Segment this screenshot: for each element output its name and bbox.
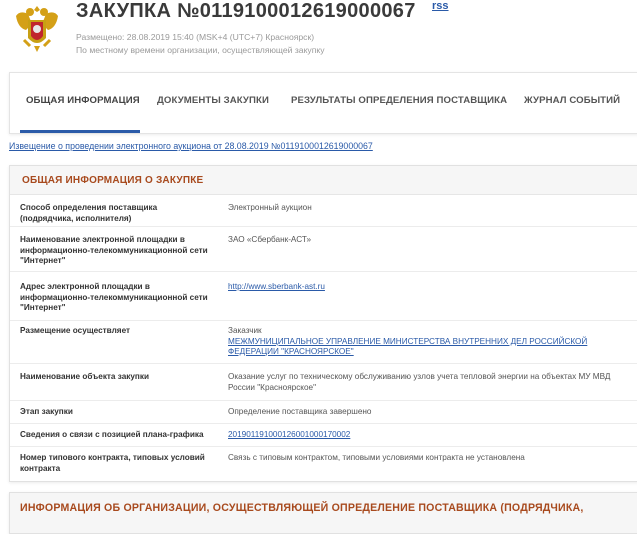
customer-role: Заказчик	[228, 326, 262, 335]
row-value	[228, 430, 628, 441]
row-label: Сведения о связи с позицией плана-графика	[20, 430, 204, 439]
russian-coat-of-arms-icon	[10, 2, 64, 54]
active-tab-indicator	[20, 130, 140, 133]
row-label: Этап закупки	[20, 407, 73, 416]
row-label: Размещение осуществляет	[20, 326, 131, 335]
table-row	[10, 321, 637, 364]
tab-supplier-results[interactable]: РЕЗУЛЬТАТЫ ОПРЕДЕЛЕНИЯ ПОСТАВЩИКА	[291, 95, 508, 106]
tab-documents[interactable]: ДОКУМЕНТЫ ЗАКУПКИ	[157, 95, 269, 106]
row-value: Связь с типовым контрактом, типовыми условиями контракта не установлена	[228, 453, 525, 462]
panel-title: ОБЩАЯ ИНФОРМАЦИЯ О ЗАКУПКЕ	[22, 175, 204, 186]
row-value: Электронный аукцион	[228, 203, 312, 212]
row-value: Оказание услуг по техническому обслуживанию узлов учета тепловой энергии на объектах МУ МВД России "Красноярское"	[228, 372, 611, 392]
posted-info	[76, 31, 325, 57]
row-value: ЗАО «Сбербанк-АСТ»	[228, 235, 312, 244]
row-value: Определение поставщика завершено	[228, 407, 372, 416]
row-label: Адрес электронной площадки в информационно-телекоммуникационной сети "Интернет"	[20, 282, 208, 312]
row-label: Способ определения поставщика (подрядчика, исполнителя)	[20, 203, 158, 223]
posted-date: Размещено: 28.08.2019 15:40 (MSK+4 (UTC+7) Красноярск)	[76, 32, 315, 42]
table-row	[10, 424, 637, 447]
org-info-panel	[9, 492, 637, 534]
org-info-title: ИНФОРМАЦИЯ ОБ ОРГАНИЗАЦИИ, ОСУЩЕСТВЛЯЮЩЕЙ ОПРЕДЕЛЕНИЕ ПОСТАВЩИКА (ПОДРЯДЧИКА,	[20, 502, 584, 514]
row-value	[228, 282, 628, 293]
customer-link[interactable]: МЕЖМУНИЦИПАЛЬНОЕ УПРАВЛЕНИЕ МИНИСТЕРСТВА ВНУТРЕННИХ ДЕЛ РОССИЙСКОЙ ФЕДЕРАЦИИ "КРАСНОЯРСКОЕ"	[228, 336, 588, 356]
tab-event-log[interactable]: ЖУРНАЛ СОБЫТИЙ	[524, 95, 621, 106]
table-row	[10, 401, 637, 424]
page-title: ЗАКУПКА №0119100012619000067	[76, 0, 416, 22]
row-label: Номер типового контракта, типовых условий контракта	[20, 453, 205, 473]
row-label: Наименование электронной площадки в информационно-телекоммуникационной сети "Интернет"	[20, 235, 208, 265]
auction-notice-link[interactable]: Извещение о проведении электронного аукциона от 28.08.2019 №0119100012619000067	[9, 141, 373, 151]
table-row	[10, 364, 637, 401]
platform-url-link[interactable]: http://www.sberbank-ast.ru	[228, 282, 325, 291]
tab-bar	[9, 72, 637, 134]
row-value	[228, 326, 628, 358]
table-row	[10, 272, 637, 321]
panel-header	[10, 166, 637, 195]
plan-schedule-link[interactable]: 201901191000126001000170002	[228, 430, 351, 439]
time-note: По местному времени организации, осуществляющей закупку	[76, 45, 325, 55]
tab-general-info[interactable]: ОБЩАЯ ИНФОРМАЦИЯ	[26, 95, 140, 106]
general-info-panel	[9, 165, 637, 482]
rss-link[interactable]: rss	[432, 0, 449, 12]
table-row	[10, 227, 637, 272]
table-row	[10, 195, 637, 227]
row-label: Наименование объекта закупки	[20, 372, 149, 381]
table-row	[10, 447, 637, 480]
